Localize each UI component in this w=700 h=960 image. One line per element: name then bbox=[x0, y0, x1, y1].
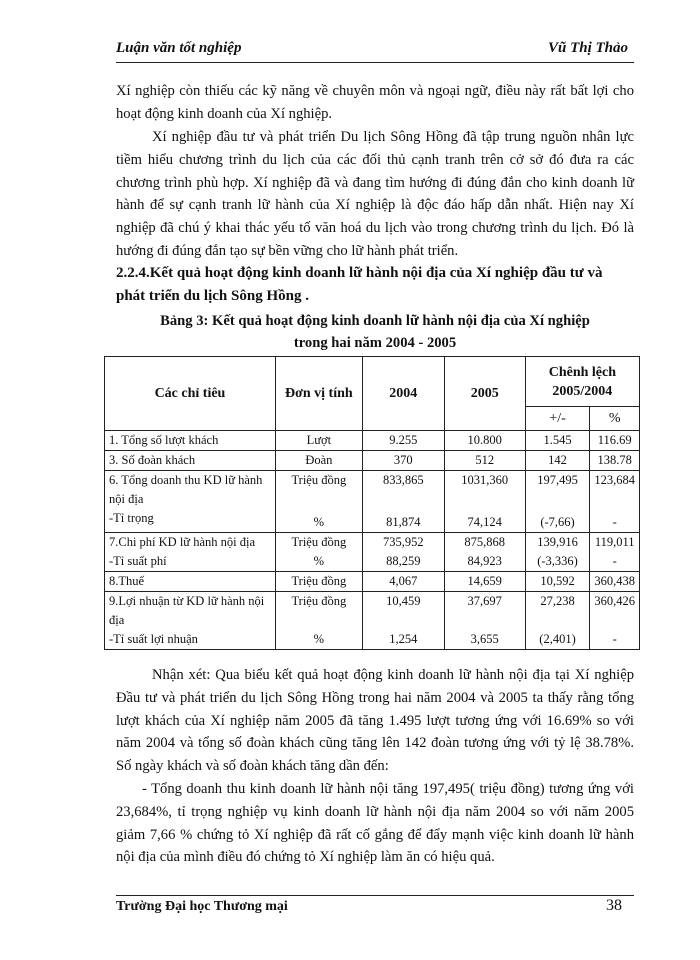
header-difference: Chênh lệch 2005/2004 bbox=[525, 357, 639, 407]
cell-unit: Triệu đồng bbox=[275, 571, 362, 591]
cell-2004-sub: 81,874 bbox=[386, 514, 421, 529]
cell-2005 bbox=[444, 471, 525, 533]
cell-2005: 512 bbox=[444, 451, 525, 471]
cell-unit-main: Triệu đồng bbox=[291, 473, 347, 487]
cell-pct bbox=[590, 471, 640, 533]
cell-2004: 9.255 bbox=[362, 431, 444, 451]
cell-2004-sub: 88,259 bbox=[386, 553, 421, 568]
cell-diff bbox=[525, 591, 590, 649]
cell-2005-sub: 84,923 bbox=[467, 553, 502, 568]
cell-diff-main: 139,916 bbox=[537, 534, 578, 549]
cell-indicator-sub: -Tỉ suất phí bbox=[109, 553, 167, 568]
cell-2005-main: 1031,360 bbox=[461, 473, 509, 487]
section-heading: 2.2.4.Kết quả hoạt động kinh doanh lữ hành nội địa của Xí nghiệp đầu tư và phát triển du lịch Sông Hồng . bbox=[116, 265, 603, 304]
cell-2004-main: 833,865 bbox=[382, 473, 424, 487]
intro-paragraph-1: Xí nghiệp còn thiếu các kỹ năng về chuyên môn và ngoại ngữ, điều này rất bất lợi cho hoạt động kinh doanh của Xí nghiệp. bbox=[116, 83, 634, 122]
table-row bbox=[105, 532, 640, 571]
cell-indicator: 1. Tổng số lượt khách bbox=[105, 431, 276, 451]
table-row bbox=[105, 471, 640, 533]
table-row bbox=[105, 451, 640, 471]
cell-unit-sub: % bbox=[313, 514, 325, 529]
cell-diff: 10,592 bbox=[525, 571, 590, 591]
header-right: Vũ Thị Thảo bbox=[548, 40, 629, 56]
cell-2004 bbox=[362, 591, 444, 649]
cell-diff-sub: (2,401) bbox=[539, 631, 576, 646]
cell-pct-main: 119,011 bbox=[594, 534, 635, 549]
cell-diff bbox=[525, 471, 590, 533]
intro-paragraph-2: Xí nghiệp đầu tư và phát triển Du lịch Sông Hồng đã tập trung nguồn nhân lực tiềm hiểu chương trình du lịch của các đối thủ cạnh tranh trên cở sở đó đưa ra các chương trình phù hợp. Xí nghiệp đã và đang tìm hướng đi đúng đắn cho kinh doanh lữ hành để sự cạnh tranh lữ hành của Xí nghiệp là độc đáo hấp dẫn nhất. Hiện nay Xí nghiệp đã chú ý khai thác yếu tố văn hoá du lịch vào trong chương trình du lịch. Đó là hướng đi đúng đắn tạo sự bền vững cho lữ hành phát triển. bbox=[116, 129, 634, 259]
cell-unit-sub: % bbox=[313, 631, 325, 646]
cell-2005-main: 37,697 bbox=[467, 593, 502, 608]
bullet-paragraph: - Tổng doanh thu kinh doanh lữ hành nội tăng 197,495( triệu đồng) tương ứng với 23,684%, tỉ trọng nghiệp vụ kinh doanh lữ hành nội địa năm 2004 so với năm 2005 giảm 7,66 % chứng tỏ Xí nghiệp đã rất cố gắng để đẩy mạnh việc kinh doanh lữ hành nội địa của mình điều đó chứng tỏ Xí nghiệp làm ăn có hiệu quả. bbox=[116, 781, 634, 866]
cell-unit: Lượt bbox=[275, 431, 362, 451]
footer-left: Trường Đại học Thương mại bbox=[116, 899, 288, 914]
header-indicator: Các chỉ tiêu bbox=[105, 357, 276, 431]
cell-diff-main: 197,495 bbox=[537, 473, 578, 487]
table-caption-line2: trong hai năm 2004 - 2005 bbox=[293, 335, 457, 351]
cell-2004-sub: 1,254 bbox=[389, 631, 418, 646]
cell-pct-sub: - bbox=[612, 514, 617, 529]
cell-indicator-main: 6. Tổng doanh thu KD lữ hành nội địa bbox=[109, 473, 263, 506]
header-2004: 2004 bbox=[362, 357, 444, 431]
results-table bbox=[104, 356, 640, 650]
table-row bbox=[105, 591, 640, 649]
cell-pct-sub: - bbox=[612, 553, 617, 568]
cell-indicator bbox=[105, 471, 276, 533]
cell-unit bbox=[275, 532, 362, 571]
cell-diff: 142 bbox=[525, 451, 590, 471]
cell-pct bbox=[590, 532, 640, 571]
cell-2004: 4,067 bbox=[362, 571, 444, 591]
cell-indicator bbox=[105, 532, 276, 571]
header-2005: 2005 bbox=[444, 357, 525, 431]
cell-unit: Đoàn bbox=[275, 451, 362, 471]
cell-unit-main: Triệu đồng bbox=[291, 593, 347, 608]
cell-unit-main: Triệu đồng bbox=[291, 534, 347, 549]
table-row bbox=[105, 431, 640, 451]
header-percent: % bbox=[590, 407, 640, 431]
cell-pct bbox=[590, 591, 640, 649]
cell-2005 bbox=[444, 532, 525, 571]
cell-diff: 1.545 bbox=[525, 431, 590, 451]
cell-2005 bbox=[444, 591, 525, 649]
header-left: Luận văn tốt nghiệp bbox=[116, 40, 242, 56]
cell-indicator-sub: -Tỉ trọng bbox=[109, 511, 154, 525]
cell-unit-sub: % bbox=[313, 553, 325, 568]
cell-indicator-main: 7.Chi phí KD lữ hành nội địa bbox=[109, 534, 256, 549]
cell-2004-main: 10,459 bbox=[386, 593, 421, 608]
cell-indicator: 8.Thuế bbox=[105, 571, 276, 591]
cell-pct: 138.78 bbox=[590, 451, 640, 471]
cell-indicator-main: 9.Lợi nhuận từ KD lữ hành nội địa bbox=[109, 593, 265, 627]
cell-2005-sub: 74,124 bbox=[467, 514, 502, 529]
table-caption-line1: Bảng 3: Kết quả hoạt động kinh doanh lữ hành nội địa của Xí nghiệp bbox=[160, 313, 590, 329]
cell-2005-main: 875,868 bbox=[464, 534, 506, 549]
table-row bbox=[105, 571, 640, 591]
comment-paragraph: Nhận xét: Qua biểu kết quả hoạt động kinh doanh lữ hành nội địa tại Xí nghiệp Đầu tư và phát triển du lịch Sông Hồng trong hai năm 2004 và 2005 ta thấy rằng tổng lượt khách của Xí nghiệp năm 2005 đã tăng 1.495 lượt tương ứng với 16.69% so với năm 2004 và tổng số đoàn khách cũng tăng lên 142 đoàn tương ứng với tỷ lệ 38.78%. Số ngày khách và số đoàn khách tăng dần đến: bbox=[116, 667, 634, 775]
cell-2004 bbox=[362, 532, 444, 571]
cell-pct-main: 123,684 bbox=[594, 473, 635, 487]
header-unit: Đơn vị tính bbox=[275, 357, 362, 431]
cell-2005: 10.800 bbox=[444, 431, 525, 451]
cell-unit bbox=[275, 471, 362, 533]
cell-indicator: 3. Số đoàn khách bbox=[105, 451, 276, 471]
cell-2004-main: 735,952 bbox=[382, 534, 424, 549]
header-plus-minus: +/- bbox=[525, 407, 590, 431]
cell-diff-main: 27,238 bbox=[540, 593, 575, 608]
cell-pct-sub: - bbox=[612, 631, 617, 646]
cell-unit bbox=[275, 591, 362, 649]
cell-pct-main: 360,426 bbox=[594, 593, 635, 608]
cell-diff bbox=[525, 532, 590, 571]
footer-divider bbox=[116, 895, 634, 896]
cell-indicator bbox=[105, 591, 276, 649]
cell-diff-sub: (-7,66) bbox=[540, 514, 575, 529]
cell-2004 bbox=[362, 471, 444, 533]
cell-diff-sub: (-3,336) bbox=[537, 553, 578, 568]
cell-2004: 370 bbox=[362, 451, 444, 471]
cell-pct: 360,438 bbox=[590, 571, 640, 591]
cell-2005: 14,659 bbox=[444, 571, 525, 591]
page-number: 38 bbox=[606, 897, 622, 914]
cell-indicator-sub: -Tỉ suất lợi nhuận bbox=[109, 631, 198, 646]
cell-pct: 116.69 bbox=[590, 431, 640, 451]
cell-2005-sub: 3,655 bbox=[470, 631, 499, 646]
header-divider bbox=[116, 62, 634, 63]
